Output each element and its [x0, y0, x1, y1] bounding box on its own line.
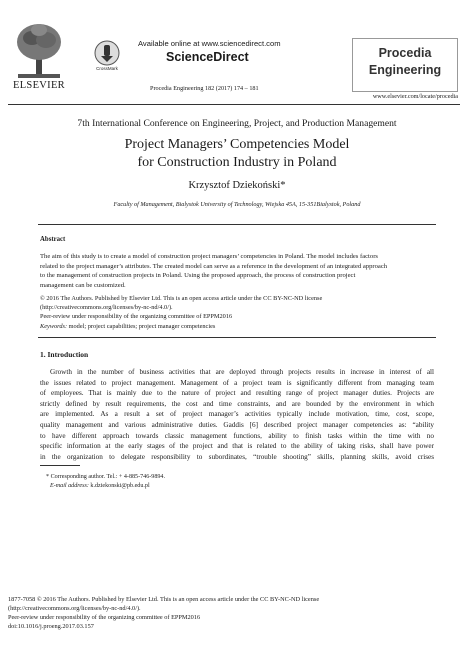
- email-link[interactable]: k.dziekonski@pb.edu.pl: [88, 483, 150, 489]
- article-title-line1: Project Managers’ Competencies Model: [124, 137, 350, 152]
- journal-url-link[interactable]: www.elsevier.com/locate/procedia: [372, 93, 458, 100]
- email-note: [50, 483, 150, 489]
- crossmark-label: CrossMark: [96, 66, 118, 71]
- journal-name-line2: Engineering: [368, 63, 442, 77]
- intro-line: of employees. That is mainly due to the nature of project and resulting range of project manager duties. Projects are: [40, 389, 434, 398]
- abstract-bottom-rule: [38, 337, 436, 338]
- section-heading-introduction: 1. Introduction: [40, 350, 89, 359]
- abstract-line: management can be customized.: [40, 281, 126, 289]
- abstract-line: to the management of construction projects in Poland. Using the proposed approach, the process of construction project: [40, 272, 356, 279]
- intro-line: Growth in the number of business activities that are deployed through projects results in increase in interest of all: [50, 368, 434, 376]
- abstract-line: related to the project manager’s attributes. The created model can serve as a reference in the development of an integrated approach: [40, 262, 388, 270]
- issn-copyright-line: 1877-7058 © 2016 The Authors. Published by Elsevier Ltd. This is an open access article under the CC BY-NC-ND license: [8, 596, 320, 603]
- intro-line: in the organization to delegate responsibility to subordinates, “trouble shooting” skills, planning skills, avoid crises: [40, 452, 434, 461]
- introduction-body: [40, 367, 434, 462]
- license-link[interactable]: (http://creativecommons.org/licenses/by-nc-nd/4.0/).: [40, 304, 173, 311]
- publisher-name: ELSEVIER: [13, 80, 65, 91]
- abstract-heading: Abstract: [40, 236, 66, 243]
- license-url-link[interactable]: (http://creativecommons.org/licenses/by-nc-nd/4.0/).: [8, 605, 141, 612]
- journal-reference: Procedia Engineering 182 (2017) 174 – 181: [150, 85, 259, 92]
- footnote-rule: [40, 465, 80, 466]
- peer-review-note: Peer-review under responsibility of the organizing committee of EPPM2016: [40, 313, 233, 320]
- intro-line: quality management and various administrative duties. Gaddis [6] described project manager competencies as: “ability: [40, 420, 434, 429]
- intro-line: strictly defined by result requirements, the cost and time constraints, and are bounded by the environment in which: [40, 399, 434, 408]
- abstract-top-rule: [38, 224, 436, 225]
- license-line: © 2016 The Authors. Published by Elsevier Ltd. This is an open access article under the CC BY-NC-ND license: [40, 295, 323, 302]
- author-affiliation: Faculty of Management, Bialystok University of Technology, Wiejska 45A, 15-351Bialystok, Poland: [113, 201, 361, 208]
- elsevier-tree-icon: [14, 20, 64, 80]
- abstract-line: The aim of this study is to create a model of construction project managers’ competencies in Poland. The model includes factors: [40, 253, 378, 260]
- peer-review-line: Peer-review under responsibility of the organizing committee of EPPM2016: [8, 614, 201, 621]
- header-divider: [8, 104, 460, 105]
- keywords-label: Keywords:: [40, 323, 68, 330]
- abstract-body: [40, 252, 434, 290]
- email-label: E-mail address:: [50, 483, 89, 489]
- author-name: Krzysztof Dziekoński*: [188, 180, 286, 191]
- intro-line: specific information at the early stages of the project and that is related to the ability of taking risks, shall have power: [40, 442, 434, 451]
- available-online-text: Available online at www.sciencedirect.com: [138, 39, 281, 48]
- keywords: [40, 323, 215, 330]
- intro-line: are implemented. As a result a set of project manager’s activities typically include motivation, time, cost, scope,: [40, 410, 434, 419]
- journal-name-line1: Procedia: [378, 46, 432, 60]
- intro-line: the issues related to project management. Management of a project team is significantly different from managing team: [40, 378, 434, 387]
- article-title-line2: for Construction Industry in Poland: [137, 155, 337, 170]
- doi-link[interactable]: doi:10.1016/j.proeng.2017.03.157: [8, 623, 94, 630]
- sciencedirect-wordmark: ScienceDirect: [166, 50, 249, 64]
- intro-line: to have different approach towards classic management functions, ability to finish tasks within the time with no: [40, 431, 434, 440]
- conference-name: 7th International Conference on Engineering, Project, and Production Management: [77, 118, 397, 129]
- corresponding-author-note: * Corresponding author. Tel.: + 4-885-746-9894.: [46, 474, 166, 480]
- keywords-list: model; project capabilities; project manager competencies: [68, 323, 216, 330]
